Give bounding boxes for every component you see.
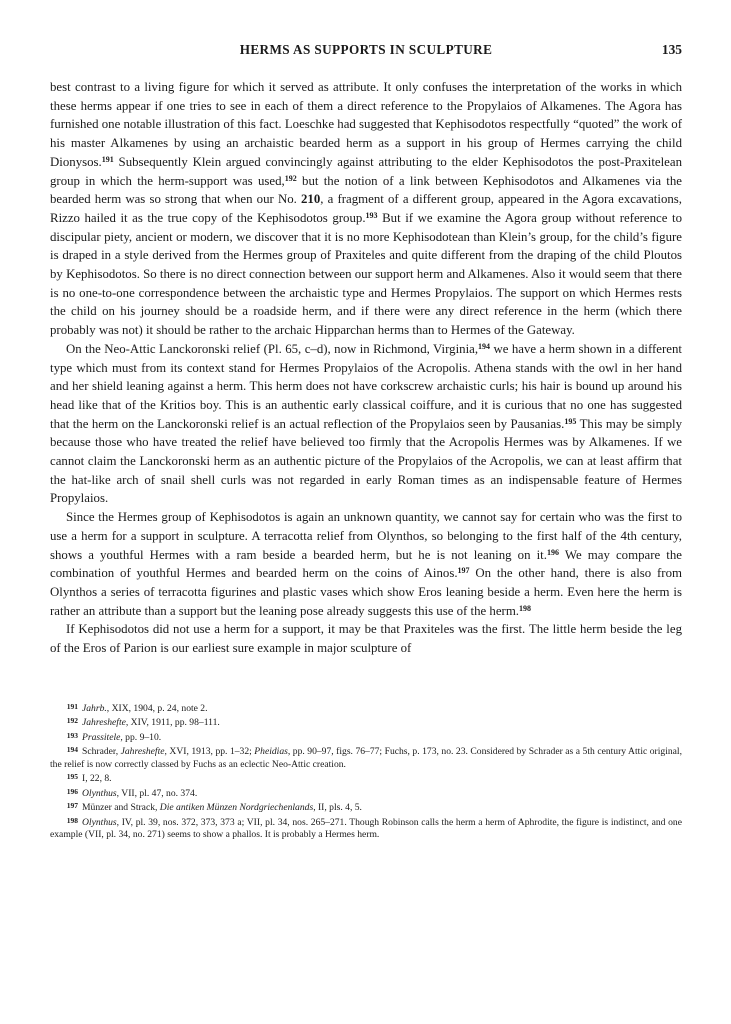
footnote-number: 192 <box>66 716 78 726</box>
text-run: Schrader, <box>82 746 121 758</box>
text-run: , XIV, 1911, pp. 98–111. <box>125 717 220 729</box>
text-run: , XIX, 1904, p. 24, note 2. <box>106 702 208 714</box>
footnote <box>50 800 682 815</box>
footnote-ref[interactable]: 195 <box>564 416 577 426</box>
text-run: , II, pls. 4, 5. <box>313 802 362 814</box>
footnote-number: 197 <box>66 801 78 811</box>
footnote <box>50 771 682 786</box>
paragraph <box>50 340 682 508</box>
italic-text: Olynthus <box>82 816 117 828</box>
italic-text: Pheidias <box>254 746 288 758</box>
page-header <box>50 42 682 64</box>
italic-text: Jahrb. <box>82 702 107 714</box>
italic-text: Die antiken Münzen Nordgriechenlands <box>159 802 314 814</box>
italic-text: Olynthus <box>82 787 117 799</box>
footnote-number: 194 <box>66 745 78 755</box>
footnote-ref[interactable]: 191 <box>101 154 114 164</box>
text-run: but the notion of a link between Kephisodotos and Alkamenes via the bearded herm was so strong that when our No. <box>50 173 682 207</box>
italic-text: Prassitele <box>82 731 121 743</box>
footnote <box>50 815 682 842</box>
paragraph <box>50 508 682 620</box>
footnote <box>50 744 682 771</box>
text-run: , pp. 90–97, figs. 76–77; Fuchs, p. 173, no. 23. Considered by Schrader as a 5th century Attic original, the relief is now correctly classed by Fuchs as an eclectic Neo-Attic creation. <box>50 746 682 770</box>
text-run: If Kephisodotos did not use a herm for a support, it may be that Praxiteles was the first. The little herm beside the leg of the Eros of Parion is our earliest sure example in major sculpture of <box>50 622 682 656</box>
text-run: On the other hand, there is also from Olynthos a series of terracotta figurines and plastic vases which show Eros leaning beside a herm. Even here the herm is rather an attribute than a support but the leaning pose already suggests this use of the herm. <box>50 566 682 618</box>
text-run: I, 22, 8. <box>82 773 112 785</box>
footnote <box>50 701 682 716</box>
footnote-number: 193 <box>66 730 78 740</box>
body-text <box>50 78 682 658</box>
text-run: Münzer and Strack, <box>82 802 160 814</box>
footnote-ref[interactable]: 196 <box>546 547 559 557</box>
footnote <box>50 786 682 801</box>
footnote <box>50 730 682 745</box>
text-run: , IV, pl. 39, nos. 372, 373, 373 a; VII, pl. 34, nos. 265–271. Though Robinson calls the herm a herm of Aphrodite, the figure is indistinct, and one example (VII, pl. 34, no. 271) seems to show a phallos. It is probably a Hermes herm. <box>50 816 682 841</box>
text-run: we have a herm shown in a different type which must from its context stand for Hermes Propylaios of the Acropolis. Athena stands with the owl in her hand and her shield leaning against a herm. This herm does not have corkscrew archaistic curls; his hair is bound up around his head like that of the Kritios boy. This is an authentic early classical coiffure, and it is curious that no one has suggested that the herm on the Lanckoronski relief is an actual reflection of the Propylaios seen by Pausanias. <box>50 341 682 431</box>
text-run: Since the Hermes group of Kephisodotos is again an unknown quantity, we cannot say for certain who was the first to use a herm for a support in sculpture. A terracotta relief from Olynthos, so belonging to the first half of the 4th century, shows a youthful Hermes with a ram beside a bearded herm, but he is not leaning on it. <box>50 510 682 562</box>
text-run: On the Neo-Attic Lanckoronski relief (Pl. 65, c–d), now in Richmond, Virginia, <box>66 341 479 356</box>
paragraph <box>50 78 682 340</box>
footnote-number: 198 <box>66 815 78 825</box>
page <box>50 42 682 842</box>
bold-text: 210 <box>301 192 321 207</box>
paragraph <box>50 620 682 657</box>
italic-text: Jahreshefte <box>82 717 126 729</box>
footnote-number: 196 <box>66 786 78 796</box>
text-run: , a fragment of a different group, appeared in the Agora excavations, Rizzo hailed it as the true copy of the Kephisodotos group. <box>50 192 682 225</box>
text-run: best contrast to a living figure for which it served as attribute. It only confuses the interpretation of the works in which these herms appear if one tries to see in each of them a direct reference to the Propylaios of Alkamenes. The Agora has furnished one notable illustration of this fact. Loeschke had suggested that Kephisodotos respectfully “quoted” the work of his master Alkamenes by using an archaistic bearded herm as a support in his group of Hermes carrying the child Dionysos. <box>50 80 682 169</box>
footnote-ref[interactable]: 198 <box>519 603 532 613</box>
text-run: This may be simply because those who have treated the relief have believed too firmly that the Acropolis Hermes was by Alkamenes. If we cannot claim the Lanckoronski herm as an authentic picture of the Propylaios of the Acropolis, we can at least affirm that the hat-like arch of snail shell curls was not regarded in early Roman times as an indispensable feature of Hermes Propylaios. <box>50 416 683 506</box>
text-run: , XVI, 1913, pp. 1–32; <box>164 746 255 758</box>
italic-text: Jahreshefte <box>120 746 165 758</box>
text-run: Subsequently Klein argued convincingly against attributing to the elder Kephisodotos the post-Praxitelean group in which the herm-support was used, <box>50 154 682 188</box>
running-head: HERMS AS SUPPORTS IN SCULPTURE <box>239 42 493 57</box>
footnote-number: 195 <box>66 772 78 782</box>
footnote-ref[interactable]: 197 <box>457 566 470 576</box>
footnote-ref[interactable]: 194 <box>478 341 491 351</box>
footnote-number: 191 <box>66 701 78 711</box>
text-run: , pp. 9–10. <box>120 731 162 743</box>
page-number: 135 <box>661 42 682 57</box>
footnote-ref[interactable]: 192 <box>284 173 297 183</box>
text-run: We may compare the combination of youthful Hermes and bearded herm on the coins of Ainos. <box>50 547 682 581</box>
text-run: , VII, pl. 47, no. 374. <box>116 787 198 799</box>
text-run: But if we examine the Agora group without reference to discipular piety, ancient or modern, we discover that it is no more Kephisodotean than Klein’s group, for the child’s figure is draped in a style derived from the Hermes group of Praxiteles and quite different from the draping of the child Ploutos by Kephisodotos. So there is no direct connection between our support herm and Alkamenes. Also it would seem that there is no one-to-one correspondence between the archaistic type and Hermes Propylaios. The support on which Hermes rests the child on his journey should be a roadside herm, and if there were any direct reference in the herm (which there probably was not) it should be rather to the archaic Hipparchan herms than to Hermes of the Gateway. <box>50 210 682 338</box>
footnotes <box>50 701 682 842</box>
footnote-ref[interactable]: 193 <box>365 210 378 220</box>
footnote <box>50 715 682 730</box>
